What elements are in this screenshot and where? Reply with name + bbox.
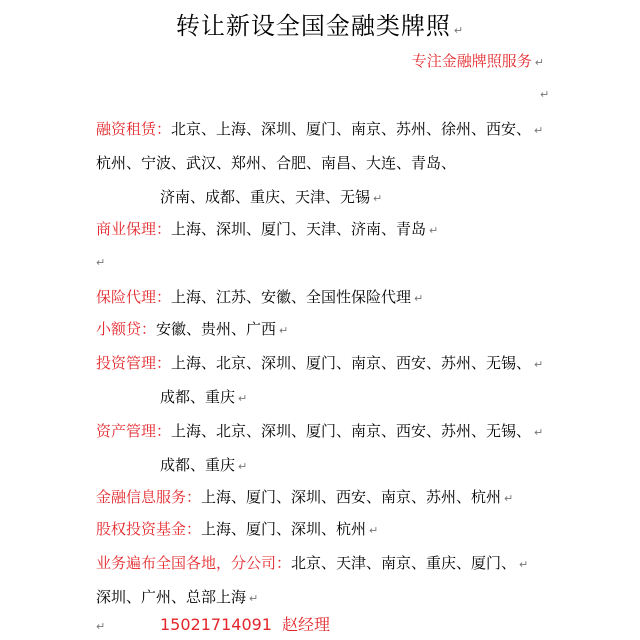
paragraph-mark-icon: ↵ (534, 358, 544, 371)
section-text: 上海、江苏、安徽、全国性保险代理 (171, 288, 412, 306)
section-text: 上海、北京、深圳、厦门、南京、西安、苏州、无锡、 (171, 354, 532, 372)
paragraph-mark-icon: ↵ (534, 124, 544, 137)
section-label: 股权投资基金： (96, 520, 202, 538)
page-title: 转让新设全国金融类牌照 ↵ (175, 12, 465, 40)
section-text: 上海、深圳、厦门、天津、济南、青岛 (171, 220, 427, 238)
paragraph-mark-icon: ↵ (519, 558, 529, 571)
section-label: 业务遍布全国各地，分公司： (96, 554, 292, 572)
section-microloan (96, 318, 288, 339)
section-text-continued: 深圳、广州、总部上海 ↵ (96, 588, 259, 606)
section-text: 北京、上海、深圳、厦门、南京、苏州、徐州、西安、 (171, 120, 532, 138)
section-text-continued: 成都、重庆 ↵ (160, 388, 248, 406)
section-equity-fund (96, 518, 378, 539)
section-text: 安徽、贵州、广西 (156, 320, 277, 338)
section-asset-management (96, 420, 543, 441)
paragraph-mark-icon: ↵ (238, 460, 248, 473)
subtitle: 专注金融牌照服务 ↵ (411, 52, 544, 70)
section-label: 融资租赁： (96, 120, 172, 138)
section-factoring (96, 218, 438, 239)
section-text-continued: 杭州、宁波、武汉、郑州、合肥、南昌、大连、青岛、 (96, 154, 457, 172)
section-financial-info-service (96, 486, 513, 507)
section-text: 上海、北京、深圳、厦门、南京、西安、苏州、无锡、 (171, 422, 532, 440)
paragraph-mark-icon: ↵ (238, 392, 248, 405)
section-text: 上海、厦门、深圳、西安、南京、苏州、杭州 (201, 488, 502, 506)
paragraph-mark-icon: ↵ (279, 324, 289, 337)
section-label: 投资管理： (96, 354, 172, 372)
paragraph-mark-icon: ↵ (96, 620, 106, 633)
section-insurance-agency (96, 286, 423, 307)
section-label: 商业保理： (96, 220, 172, 238)
contact-line (160, 612, 330, 635)
paragraph-mark-icon: ↵ (534, 426, 544, 439)
contact-phone: 15021714091 (160, 615, 272, 634)
paragraph-mark-icon: ↵ (540, 88, 550, 101)
paragraph-mark-icon: ↵ (96, 256, 106, 269)
section-investment-management (96, 352, 543, 373)
paragraph-mark-icon: ↵ (373, 192, 383, 205)
section-branches (96, 552, 528, 573)
paragraph-mark-icon: ↵ (429, 224, 439, 237)
paragraph-mark-icon: ↵ (249, 592, 259, 605)
section-label: 金融信息服务： (96, 488, 202, 506)
section-text: 上海、厦门、深圳、杭州 (201, 520, 367, 538)
paragraph-mark-icon: ↵ (504, 492, 514, 505)
section-label: 资产管理： (96, 422, 172, 440)
section-label: 小额贷： (96, 320, 157, 338)
contact-name: 赵经理 (281, 615, 330, 634)
section-text: 北京、天津、南京、重庆、厦门、 (291, 554, 517, 572)
section-text-continued: 成都、重庆 ↵ (160, 456, 248, 474)
section-financial-leasing (96, 118, 543, 139)
paragraph-mark-icon: ↵ (369, 524, 379, 537)
paragraph-mark-icon: ↵ (453, 24, 465, 37)
section-text-continued: 济南、成都、重庆、天津、无锡 ↵ (160, 188, 383, 206)
section-label: 保险代理： (96, 288, 172, 306)
paragraph-mark-icon: ↵ (414, 292, 424, 305)
paragraph-mark-icon: ↵ (534, 56, 544, 69)
